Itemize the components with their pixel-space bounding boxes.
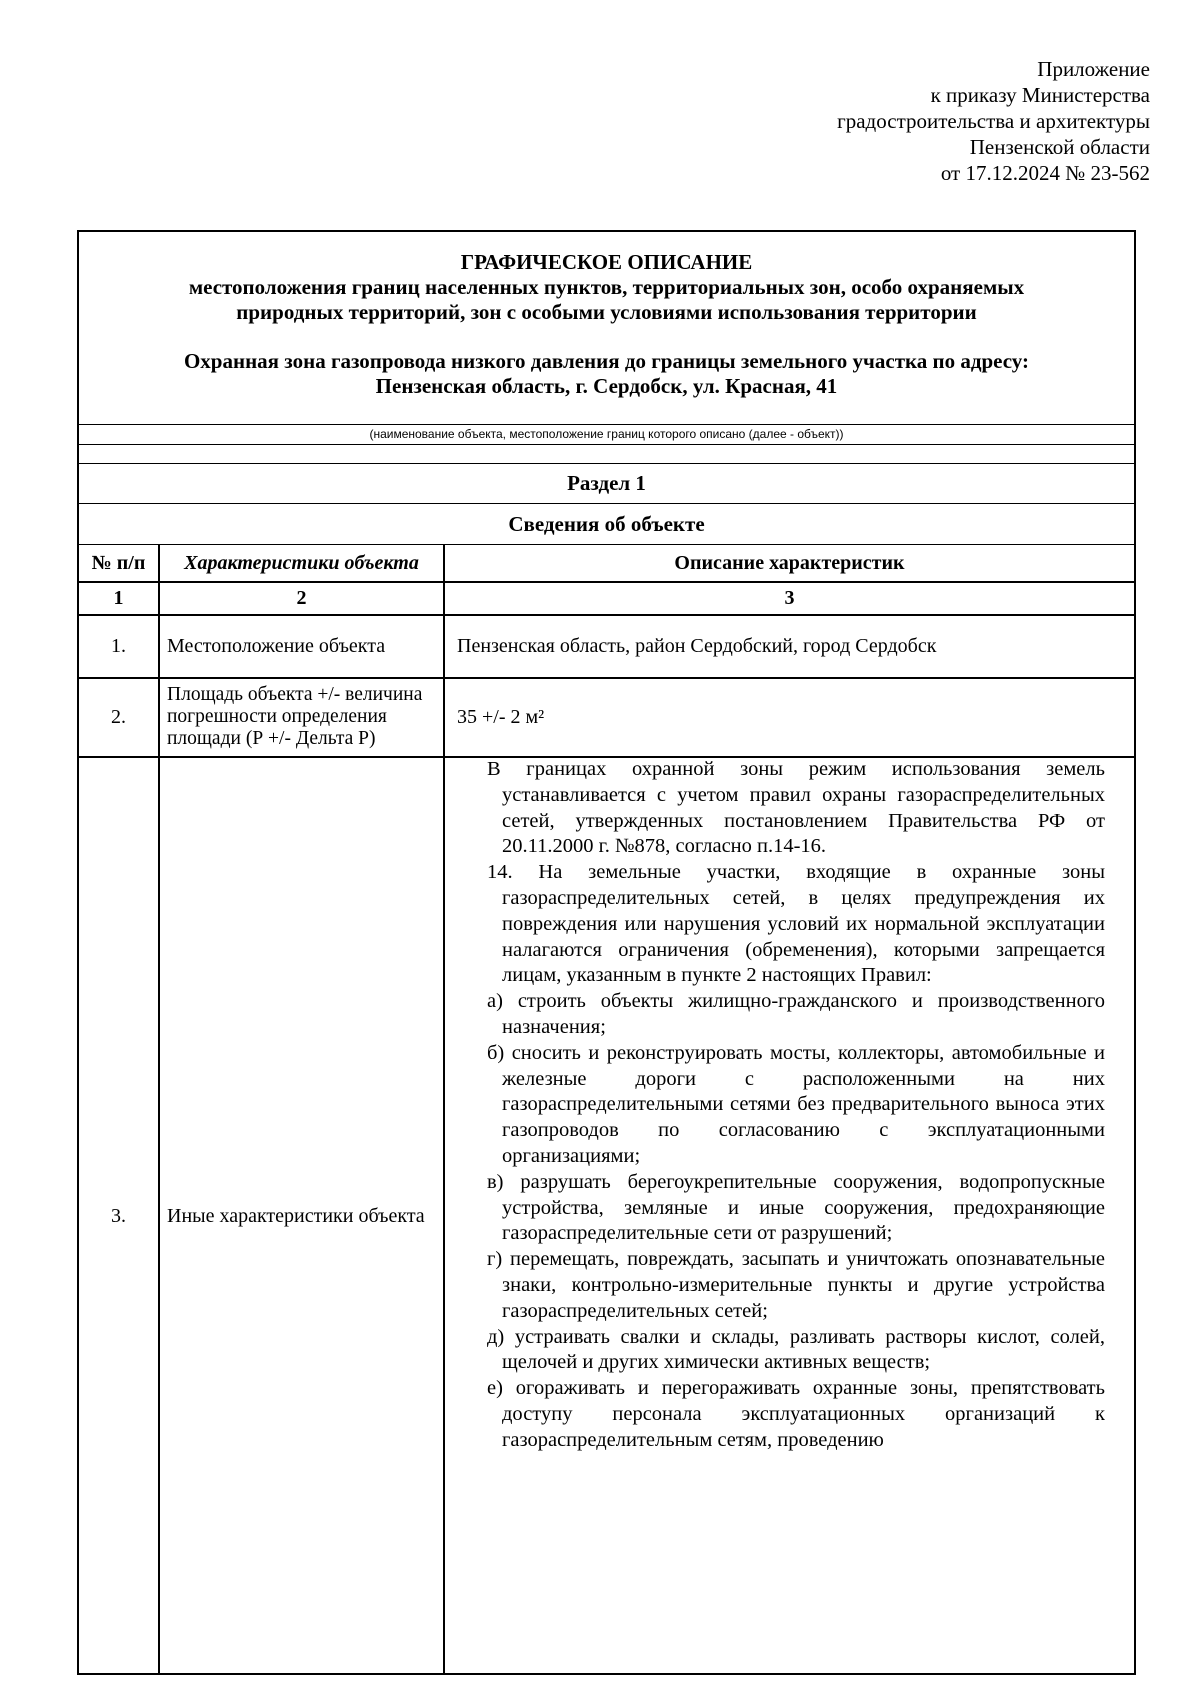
appendix-line: Приложение [1037,57,1150,81]
document-subtitle-line: природных территорий, зон с особыми условиями использования территории [236,300,977,324]
section-subtitle: Сведения об объекте [79,504,1134,545]
description-list-item: г) перемещать, повреждать, засыпать и уничтожать опознавательные знаки, контрольно-измерительные пункты и другие устройства газораспределительных сетей; [487,1248,1105,1322]
row-description: 35 +/- 2 м² [457,706,545,728]
document-subtitle-line: местоположения границ населенных пунктов, территориальных зон, особо охраняемых [188,275,1025,299]
description-list-item: е) огораживать и перегораживать охранные зоны, препятствовать доступу персонала эксплуатационных организаций к газораспределительным сетям, проведению [487,1377,1105,1451]
description-list-item: д) устраивать свалки и склады, разливать растворы кислот, солей, щелочей и других химически активных веществ; [487,1325,1105,1374]
appendix-line: от 17.12.2024 № 23-562 [940,161,1150,185]
row-description-long [477,757,1131,1454]
row-characteristic: Местоположение объекта [167,635,386,657]
description-paragraph: 14. На земельные участки, входящие в охранные зоны газораспределительных сетей, в целях предупреждения их повреждения или нарушения условий их нормальной эксплуатации налагаются ограничения (обременения), которыми запрещается лицам, указанным в пункте 2 настоящих Правил: [487,861,1105,987]
description-list-item: б) сносить и реконструировать мосты, коллекторы, автомобильные и железные дороги с расположенными на них газораспределительными сетями без предварительного выноса этих газопроводов по согласованию с эксплуатационными организациями; [487,1041,1105,1167]
row-characteristic: Площадь объекта +/- величина погрешности определения площади (Р +/- Дельта Р) [167,684,423,749]
object-caption: (наименование объекта, местоположение границ которого описано (далее - объект)) [79,424,1134,445]
appendix-line: к приказу Министерства [930,83,1150,107]
description-list-item: в) разрушать берегоукрепительные сооружения, водопропускные устройства, земляные и иные сооружения, предохраняющие газораспределительные сети от разрушений; [487,1170,1105,1245]
column-number-cell: 1 [113,587,124,609]
document-frame [77,230,1136,1675]
document-title: ГРАФИЧЕСКОЕ ОПИСАНИЕ [460,250,753,274]
appendix-line: Пензенской области [969,135,1150,159]
header-cell-number: № п/п [91,551,146,574]
header-cell-characteristic: Характеристики объекта [184,551,419,574]
description-paragraph: В границах охранной зоны режим использования земель устанавливается с учетом правил охраны газораспределительных сетей, утвержденных постановлением Правительства РФ от 20.11.2000 г. №878, согласно п.14-16. [487,758,1105,858]
object-address-line: Пензенская область, г. Сердобск, ул. Красная, 41 [375,374,838,398]
header-cell-description: Описание характеристик [674,551,905,574]
row-characteristic: Иные характеристики объекта [167,1205,425,1227]
column-number-cell: 2 [296,587,307,609]
appendix-line: градостроительства и архитектуры [837,109,1150,133]
row-number: 1. [111,635,126,657]
row-number: 3. [111,1205,126,1227]
section-title: Раздел 1 [79,463,1134,504]
object-name-line: Охранная зона газопровода низкого давления до границы земельного участка по адресу: [183,349,1030,373]
column-divider [158,544,160,1675]
row-number: 2. [111,706,126,728]
appendix-block [630,56,1150,186]
column-divider [443,544,445,1675]
row-description: Пензенская область, район Сердобский, город Сердобск [457,635,937,657]
document-header [79,232,1134,424]
description-list-item: а) строить объекты жилищно-гражданского и производственного назначения; [487,990,1105,1038]
column-number-cell: 3 [784,587,795,609]
